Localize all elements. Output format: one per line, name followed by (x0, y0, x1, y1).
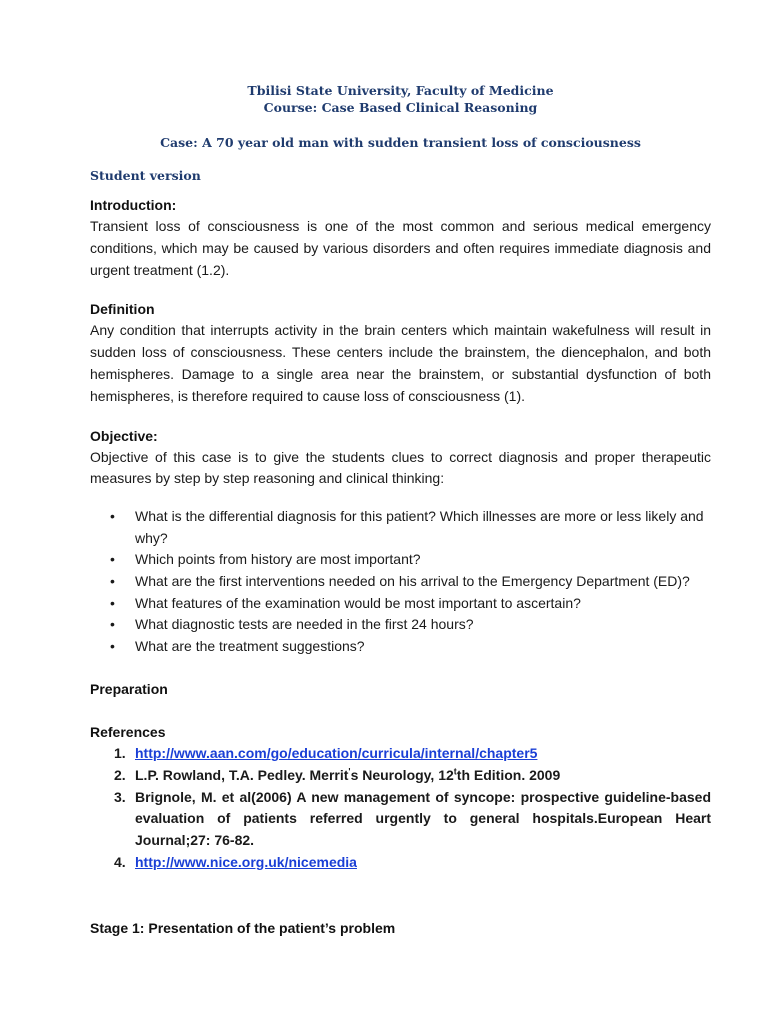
reference-item: 3. Brignole, M. et al(2006) A new management of syncope: prospective guideline-based evaluation of patients referred urgently to general hospitals.European Heart Journal;27: 76-82. (114, 788, 711, 849)
reference-item: 1. http://www.aan.com/go/education/curricula/internal/chapter5 (114, 745, 538, 762)
course-line: Course: Case Based Clinical Reasoning (263, 100, 538, 115)
definition-text: Any condition that interrupts activity in the brain centers which maintain wakefulness will result in sudden loss of consciousness. These centers include the brainstem, the diencephalon, and both hemispheres. Damage to a single area near the brainstem, or substantial dysfunction of both hemispheres, is therefore required to cause loss of consciousness (1). (90, 322, 711, 404)
list-item: • What diagnostic tests are needed in the first 24 hours? (90, 614, 711, 636)
introduction-text: Transient loss of consciousness is one of the most common and serious medical emergency conditions, which may be caused by various disorders and often requires immediate diagnosis and urgent treatment (1.2). (90, 218, 711, 278)
bullet-icon: • (110, 551, 115, 568)
bullet-icon: • (110, 616, 115, 633)
preparation-heading: Preparation (90, 681, 168, 698)
definition-heading: Definition (90, 301, 155, 318)
document-content (90, 82, 711, 939)
student-version-label: Student version (90, 168, 201, 183)
reference-item: 4. http://www.nice.org.uk/nicemedia (114, 853, 357, 870)
introduction-heading: Introduction: (90, 197, 177, 213)
objective-heading: Objective: (90, 427, 158, 444)
bullet-icon: • (110, 508, 115, 525)
reference-item: 2. L.P. Rowland, T.A. Pedley. Merrit's Neurology, 12$^t$th Edition. 2009 (114, 766, 561, 784)
objective-question-list (90, 506, 711, 657)
reference-link-aan[interactable]: http://www.aan.com/go/education/curricula/internal/chapter5 (135, 745, 538, 762)
list-item: • Which points from history are most important? (90, 549, 711, 571)
bullet-icon: • (110, 637, 115, 654)
list-item: • What is the differential diagnosis for this patient? Which illnesses are more or less likely and why? (110, 508, 704, 546)
document-header (90, 82, 711, 116)
bullet-icon: • (110, 572, 115, 589)
bullet-icon: • (110, 594, 115, 611)
stage1-heading: Stage 1: Presentation of the patient’s problem (90, 919, 396, 936)
reference-list (90, 743, 711, 873)
list-item: • What features of the examination would be most important to ascertain? (90, 593, 711, 615)
reference-link-nice[interactable]: http://www.nice.org.uk/nicemedia (135, 853, 357, 870)
list-item: • What are the treatment suggestions? (90, 636, 711, 658)
list-item: • What are the first interventions needed on his arrival to the Emergency Department (ED)? (90, 571, 711, 593)
case-title: Case: A 70 year old man with sudden transient loss of consciousness (160, 135, 641, 150)
references-heading: References (90, 724, 166, 741)
objective-text: Objective of this case is to give the students clues to correct diagnosis and proper therapeutic measures by step by step reasoning and clinical thinking: (90, 448, 711, 487)
university-line: Tbilisi State University, Faculty of Medicine (247, 83, 554, 98)
